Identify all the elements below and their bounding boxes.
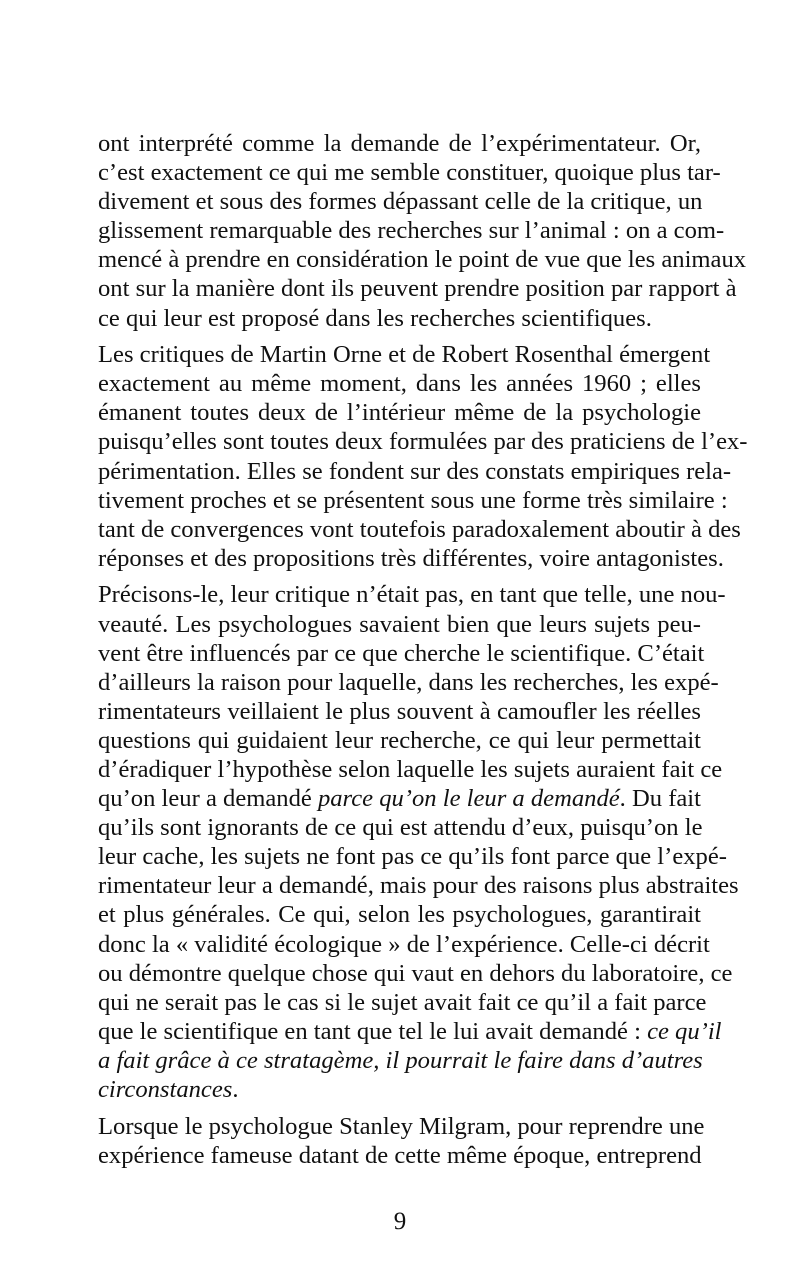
text-line: qui ne serait pas le cas si le sujet avait fait ce qu’il a fait parce bbox=[98, 988, 707, 1016]
emphasis-text: circonstances bbox=[98, 1076, 233, 1103]
text-line: rimentateurs veillaient le plus souvent à camoufler les réelles bbox=[98, 697, 701, 725]
text-line: mencé à prendre en considération le point de vue que les animaux bbox=[98, 246, 747, 274]
text-line-with-emphasis bbox=[98, 1017, 722, 1046]
text-line: questions qui guidaient leur recherche, ce qui leur permettait bbox=[98, 726, 701, 754]
text-line: ont interprété comme la demande de l’expérimentateur. Or, bbox=[98, 130, 701, 157]
text-line: périmentation. Elles se fondent sur des constats empiriques rela- bbox=[98, 457, 732, 485]
text-line: émanent toutes deux de l’intérieur même de la psychologie bbox=[98, 399, 701, 427]
text-line: réponses et des propositions très différentes, voire antagonistes. bbox=[98, 544, 724, 572]
text-line: Lorsque le psychologue Stanley Milgram, pour reprendre une bbox=[98, 1112, 705, 1140]
paragraph-1 bbox=[98, 129, 747, 333]
text-line: exactement au même moment, dans les années 1960 ; elles bbox=[98, 370, 701, 398]
text-line: ce qui leur est proposé dans les recherches scientifiques. bbox=[98, 304, 652, 332]
text-line: leur cache, les sujets ne font pas ce qu’ils font parce que l’expé- bbox=[98, 843, 727, 871]
text-line: d’ailleurs la raison pour laquelle, dans les recherches, les expé- bbox=[98, 668, 719, 696]
text-line: puisqu’elles sont toutes deux formulées par des praticiens de l’ex- bbox=[98, 428, 748, 456]
text-segment: . bbox=[232, 1076, 239, 1103]
paragraph-4 bbox=[98, 1112, 705, 1170]
text-line: expérience fameuse datant de cette même époque, entreprend bbox=[98, 1141, 702, 1169]
text-line: rimentateur leur a demandé, mais pour des raisons plus abstraites bbox=[98, 872, 739, 900]
paragraph-2 bbox=[98, 340, 748, 573]
text-line-with-emphasis bbox=[98, 784, 701, 813]
text-line: et plus générales. Ce qui, selon les psychologues, garantirait bbox=[98, 901, 701, 929]
text-line: divement et sous des formes dépassant celle de la critique, un bbox=[98, 188, 703, 216]
text-segment: que le scientifique en tant que tel le lui avait demandé : bbox=[98, 1017, 648, 1045]
text-line: tant de convergences vont toutefois paradoxalement aboutir à des bbox=[98, 515, 741, 543]
paragraph-3 bbox=[98, 580, 739, 1104]
emphasis-text: ce qu’il bbox=[647, 1017, 722, 1045]
text-line: veauté. Les psychologues savaient bien que leurs sujets peu- bbox=[98, 610, 701, 638]
page-number: 9 bbox=[393, 1208, 407, 1235]
text-line: Précisons-le, leur critique n’était pas, en tant que telle, une nou- bbox=[98, 581, 726, 609]
text-line: ont sur la manière dont ils peuvent prendre position par rapport à bbox=[98, 275, 737, 303]
emphasis-line: a fait grâce à ce stratagème, il pourrait le faire dans d’autres bbox=[98, 1046, 703, 1074]
emphasis-text: parce qu’on le leur a demandé bbox=[317, 785, 620, 813]
text-line: glissement remarquable des recherches sur l’animal : on a com- bbox=[98, 217, 725, 245]
text-line: d’éradiquer l’hypothèse selon laquelle les sujets auraient fait ce bbox=[98, 755, 723, 783]
text-line: Les critiques de Martin Orne et de Robert Rosenthal émergent bbox=[98, 341, 711, 369]
text-line: c’est exactement ce qui me semble constituer, quoique plus tar- bbox=[98, 159, 721, 187]
text-segment: . Du fait bbox=[619, 785, 701, 813]
text-line: donc la « validité écologique » de l’expérience. Celle-ci décrit bbox=[98, 930, 710, 958]
text-segment: qu’on leur a demandé bbox=[98, 785, 318, 813]
text-line: ou démontre quelque chose qui vaut en dehors du laboratoire, ce bbox=[98, 959, 733, 987]
text-line: tivement proches et se présentent sous une forme très similaire : bbox=[98, 486, 728, 514]
text-line-with-emphasis bbox=[98, 1075, 701, 1104]
text-line: vent être influencés par ce que cherche le scientifique. C’était bbox=[98, 639, 705, 667]
text-line: qu’ils sont ignorants de ce qui est attendu d’eux, puisqu’on le bbox=[98, 814, 703, 842]
book-page-body bbox=[98, 129, 748, 1177]
